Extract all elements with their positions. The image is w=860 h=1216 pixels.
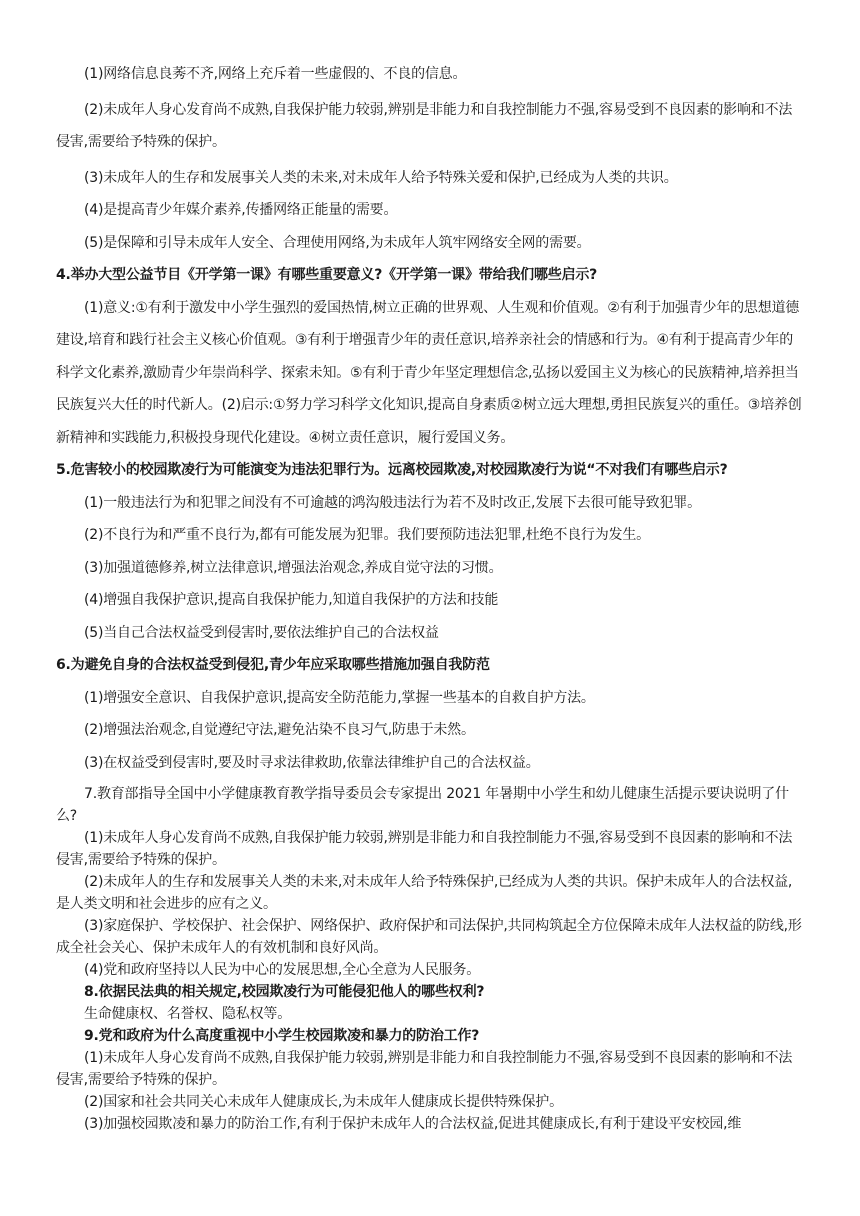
question-7-title: 7.教育部指导全国中小学健康教育教学指导委员会专家提出 2021 年暑期中小学生和幼儿健康生活提示要诀说明了什么?: [56, 786, 789, 824]
question-6-title: 6.为避免自身的合法权益受到侵犯,青少年应采取哪些措施加强自我防范: [56, 657, 490, 673]
answer-item: (1)一般违法行为和犯罪之间没有不可逾越的鸿沟般违法行为若不及时改正,发展下去很可能导致犯罪。: [84, 494, 701, 511]
answer-item: (3)未成年人的生存和发展事关人类的未来,对未成年人给予特殊关爱和保护,已经成为人类的共识。: [84, 169, 678, 186]
answer-item: (3)在权益受到侵害时,要及时寻求法律救助,依靠法律维护自己的合法权益。: [84, 754, 540, 771]
answer-item: (2)增强法治观念,自觉遵纪守法,避免沾染不良习气,防患于未然。: [84, 722, 475, 738]
answer-item: (3)家庭保护、学校保护、社会保护、网络保护、政府保护和司法保护,共同构筑起全方位保障未成年人法权益的防线,形成全社会关心、保护未成年人的有效机制和良好风尚。: [56, 918, 802, 956]
question-4-title: 4.举办大型公益节目《开学第一课》有哪些重要意义?《开学第一课》带给我们哪些启示?: [56, 267, 598, 283]
section-3-answers: [56, 58, 804, 779]
answer-item: (1)未成年人身心发育尚不成熟,自我保护能力较弱,辨别是非能力和自我控制能力不强,容易受到不良因素的影响和不法侵害,需要给予特殊的保护。: [56, 1050, 793, 1088]
question-8-title: 8.依据民法典的相关规定,校园欺凌行为可能侵犯他人的哪些权利?: [84, 984, 485, 1000]
answer-item: (3)加强道德修养,树立法律意识,增强法治观念,养成自觉守法的习惯。: [84, 559, 503, 576]
answer-item: (2)国家和社会共同关心未成年人健康成长,为未成年人健康成长提供特殊保护。: [84, 1094, 563, 1110]
answer-item: (2)未成年人身心发育尚不成熟,自我保护能力较弱,辨别是非能力和自我控制能力不强,容易受到不良因素的影响和不法侵害,需要给予特殊的保护。: [56, 101, 793, 150]
question-5-title: 5.危害较小的校园欺凌行为可能演变为违法犯罪行为。远离校园欺凌,对校园欺凌行为说“不对我们有哪些启示?: [56, 462, 728, 478]
answer-item: (1)未成年人身心发育尚不成熟,自我保护能力较弱,辨别是非能力和自我控制能力不强,容易受到不良因素的影响和不法侵害,需要给予特殊的保护。: [56, 830, 793, 868]
answer-item: (1)增强安全意识、自我保护意识,提高安全防范能力,掌握一些基本的自救自护方法。: [84, 689, 595, 706]
question-9-title: 9.党和政府为什么高度重视中小学生校园欺凌和暴力的防治工作?: [84, 1028, 480, 1044]
section-tight: [56, 783, 804, 1135]
question-8-answer: 生命健康权、名誉权、隐私权等。: [84, 1006, 291, 1022]
answer-item: (4)是提高青少年媒介素养,传播网络正能量的需要。: [84, 202, 398, 218]
answer-item: (5)当自己合法权益受到侵害时,要依法维护自己的合法权益: [84, 624, 439, 641]
answer-item: (1)网络信息良莠不齐,网络上充斥着一些虚假的、不良的信息。: [84, 66, 467, 82]
answer-item: (5)是保障和引导未成年人安全、合理使用网络,为未成年人筑牢网络安全网的需要。: [84, 234, 591, 251]
answer-item: (4)增强自我保护意识,提高自我保护能力,知道自我保护的方法和技能: [84, 592, 499, 608]
answer-item: (2)未成年人的生存和发展事关人类的未来,对未成年人给予特殊保护,已经成为人类的共识。保护未成年人的合法权益,是人类文明和社会进步的应有之义。: [56, 874, 793, 912]
answer-item: (4)党和政府坚持以人民为中心的发展思想,全心全意为人民服务。: [84, 962, 481, 978]
answer-item: (2)不良行为和严重不良行为,都有可能发展为犯罪。我们要预防违法犯罪,杜绝不良行为发生。: [84, 527, 650, 543]
answer-item: (3)加强校园欺凌和暴力的防治工作,有利于保护未成年人的合法权益,促进其健康成长,有利于建设平安校园,维: [84, 1116, 742, 1132]
question-4-answer: (1)意义:①有利于激发中小学生强烈的爱国热情,树立正确的世界观、人生观和价值观。②有利于加强青少年的思想道德建设,培育和践行社会主义核心价值观。③有利于增强青少年的责任意识,培养亲社会的情感和行为。④有利于提高青少年的科学文化素养,激励青少年崇尚科学、探索未知。⑤有利于青少年坚定理想信念,弘扬以爱国主义为核心的民族精神,培养担当民族复兴大任的时代新人。(2)启示:①努力学习科学文化知识,提高自身素质②树立远大理想,勇担民族复兴的重任。③培养创新精神和实践能力,积极投身现代化建设。④树立责任意识，履行爱国义务。: [56, 299, 802, 446]
